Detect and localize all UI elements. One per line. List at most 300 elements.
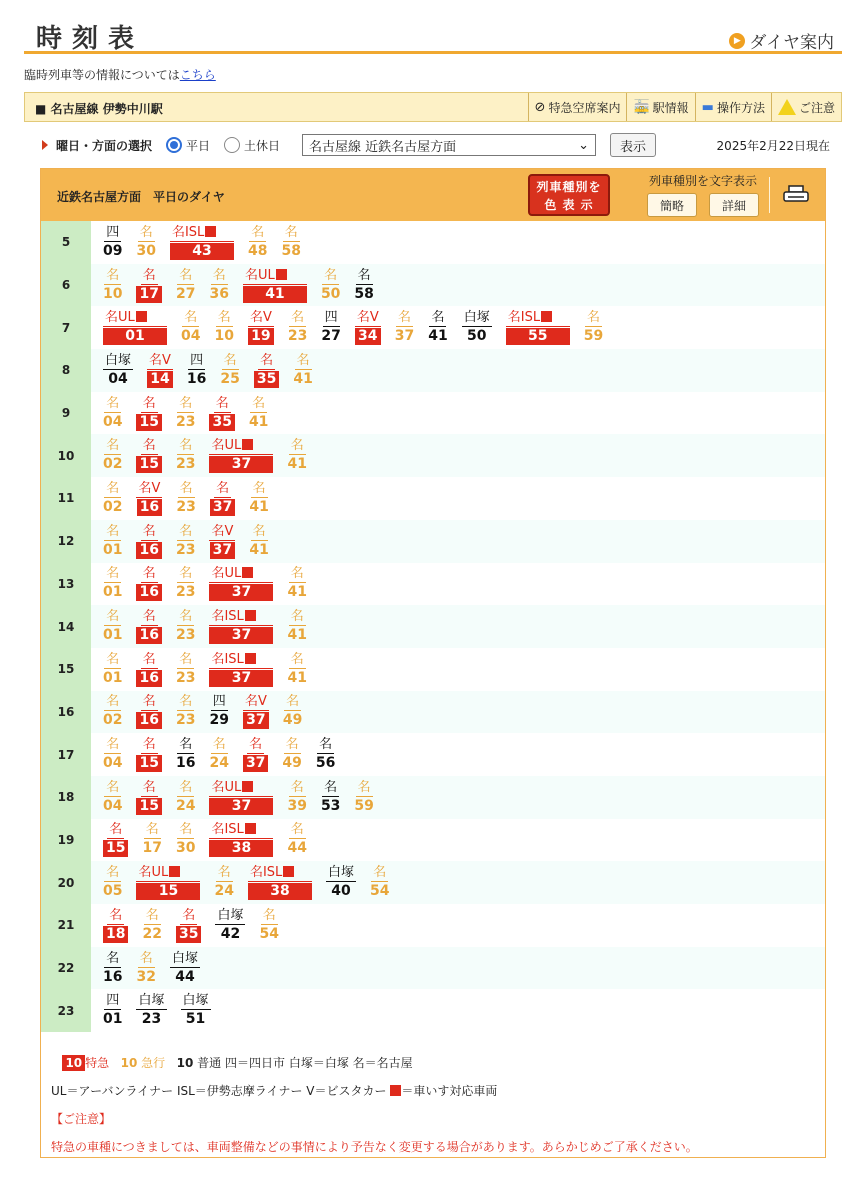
train-destination (289, 609, 306, 626)
train-departure[interactable] (209, 780, 273, 815)
train-destination-text: 名 (179, 523, 193, 539)
train-departure[interactable] (283, 694, 302, 729)
train-destination-text: 名V (138, 480, 161, 496)
train-destination (136, 481, 162, 498)
train-departure[interactable] (293, 353, 312, 388)
train-destination (283, 225, 300, 242)
train-departure[interactable] (136, 951, 155, 986)
train-minute: 23 (176, 498, 196, 515)
wheelchair-square-icon (242, 781, 253, 792)
train-destination-text: 白塚 (217, 907, 244, 923)
train-minute: 23 (141, 1011, 162, 1028)
printer-icon[interactable] (783, 185, 809, 203)
train-departure[interactable] (209, 609, 273, 644)
selector-label: 曜日・方面の選択 (56, 138, 153, 153)
train-departure[interactable] (103, 268, 122, 303)
train-destination (289, 822, 306, 839)
train-destination-text: 名 (182, 907, 196, 923)
train-departure[interactable] (428, 310, 447, 345)
train-departure[interactable] (209, 694, 228, 729)
holiday-radio[interactable] (224, 137, 240, 153)
train-destination (506, 310, 570, 327)
train-destination-text: 名 (296, 352, 310, 368)
train-minute: 16 (136, 712, 161, 729)
train-minute: 19 (248, 328, 273, 345)
train-destination-text: 名 (223, 352, 237, 368)
train-minute: 16 (136, 670, 161, 687)
train-minute: 34 (355, 328, 380, 345)
train-minute: 51 (185, 1011, 206, 1028)
train-minute: 37 (209, 584, 273, 601)
train-departure[interactable] (249, 481, 268, 516)
departures (91, 264, 825, 307)
train-departure[interactable] (176, 694, 195, 729)
train-destination-text: 四 (106, 224, 120, 240)
seat-availability-label: 特急空席案内 (548, 100, 621, 115)
train-destination-text: 名ISL (171, 224, 205, 240)
train-departure[interactable] (243, 268, 307, 303)
train-destination (188, 353, 205, 370)
train-departure[interactable] (209, 652, 273, 687)
train-minute: 02 (103, 712, 123, 729)
train-departure[interactable] (187, 353, 206, 388)
caution-button[interactable] (771, 93, 841, 121)
train-minute: 49 (282, 755, 302, 772)
train-departure[interactable] (181, 310, 200, 345)
train-destination (284, 737, 301, 754)
train-destination (177, 438, 194, 455)
train-departure[interactable] (321, 780, 340, 815)
hour-label: 23 (41, 989, 91, 1032)
train-departure[interactable] (136, 225, 155, 260)
train-departure[interactable] (176, 908, 201, 943)
train-departure[interactable] (103, 438, 122, 473)
train-departure[interactable] (176, 780, 195, 815)
train-destination-text: 名 (290, 822, 304, 838)
train-destination-text: 名 (106, 267, 120, 283)
train-destination-text: 名 (217, 865, 231, 881)
notice-link[interactable]: こちら (179, 68, 216, 82)
how-to-use-label: 操作方法 (716, 100, 765, 115)
hour-label: 17 (41, 733, 91, 776)
train-departure[interactable] (147, 353, 173, 388)
train-destination-text: 名UL (244, 267, 275, 283)
train-departure[interactable] (209, 268, 228, 303)
train-minute: 41 (287, 584, 307, 601)
train-departure[interactable] (249, 524, 268, 559)
train-destination (585, 310, 602, 327)
departures (91, 392, 825, 435)
title-bar (24, 14, 842, 54)
train-departure[interactable] (176, 481, 195, 516)
color-display-button[interactable] (528, 174, 610, 216)
train-minute: 37 (243, 712, 268, 729)
train-destination (104, 993, 121, 1010)
train-departure[interactable] (103, 225, 122, 260)
train-departure[interactable] (209, 524, 235, 559)
train-destination-text: 名 (179, 395, 193, 411)
train-minute: 25 (220, 370, 240, 387)
hour-row (41, 776, 825, 819)
train-departure[interactable] (103, 524, 122, 559)
train-departure[interactable] (215, 908, 245, 943)
train-departure[interactable] (103, 353, 133, 388)
train-destination-text: 名 (431, 310, 445, 326)
as-of-date: 2025年2月22日現在 (716, 138, 830, 153)
train-destination-text: 名 (291, 310, 305, 326)
train-departure[interactable] (103, 652, 122, 687)
train-departure[interactable] (103, 951, 122, 986)
color-display-line2: 色 表 示 (544, 198, 594, 212)
train-destination (222, 353, 239, 370)
train-departure[interactable] (136, 737, 161, 772)
train-departure[interactable] (136, 396, 161, 431)
how-to-use-button[interactable] (695, 93, 771, 121)
train-destination-text: 名UL (211, 566, 242, 582)
train-minute: 23 (175, 413, 196, 430)
train-departure[interactable] (354, 780, 373, 815)
train-minute: 53 (320, 797, 341, 814)
train-minute: 54 (259, 925, 279, 942)
train-destination (295, 353, 312, 370)
hour-label: 16 (41, 691, 91, 734)
train-departure[interactable] (136, 438, 161, 473)
train-minute: 43 (170, 243, 234, 260)
dia-guide-link[interactable] (729, 28, 834, 53)
train-minute: 38 (248, 883, 312, 900)
train-minute: 35 (209, 414, 234, 431)
train-departure[interactable] (321, 268, 340, 303)
hour-label: 11 (41, 477, 91, 520)
train-departure[interactable] (176, 396, 195, 431)
train-departure[interactable] (142, 908, 161, 943)
train-departure[interactable] (103, 310, 167, 345)
train-departure[interactable] (136, 694, 161, 729)
train-departure[interactable] (287, 609, 306, 644)
train-destination-text: 名 (142, 779, 156, 795)
station-info-button[interactable] (626, 93, 694, 121)
train-departure[interactable] (288, 310, 307, 345)
train-departure[interactable] (209, 566, 273, 601)
train-destination (144, 908, 161, 925)
train-departure[interactable] (136, 524, 161, 559)
train-destination-text: 名UL (138, 865, 169, 881)
train-destination-text: 四 (190, 352, 204, 368)
train-destination (147, 353, 173, 370)
departures (91, 563, 825, 606)
train-departure[interactable] (103, 865, 122, 900)
train-destination (214, 481, 231, 498)
hour-row (41, 605, 825, 648)
train-departure[interactable] (220, 353, 239, 388)
departures (91, 989, 825, 1032)
train-departure[interactable] (282, 737, 301, 772)
train-destination-text: 名 (106, 737, 120, 753)
train-destination-text: 名 (179, 438, 193, 454)
train-departure[interactable] (395, 310, 414, 345)
train-destination (215, 908, 245, 925)
train-destination (104, 268, 121, 285)
train-destination-text: 四 (106, 993, 120, 1009)
train-destination (211, 694, 228, 711)
train-destination-text: 名 (106, 694, 120, 710)
train-destination (289, 438, 306, 455)
train-destination-text: 名 (217, 310, 231, 326)
train-departure[interactable] (103, 993, 122, 1028)
train-destination-text: 名 (260, 352, 274, 368)
train-departure[interactable] (176, 566, 195, 601)
train-destination (141, 268, 158, 285)
train-departure[interactable] (136, 865, 200, 900)
train-destination (371, 865, 388, 882)
train-departure[interactable] (181, 993, 211, 1028)
train-departure[interactable] (176, 524, 195, 559)
train-destination-text: 名V (211, 523, 234, 539)
train-departure[interactable] (103, 566, 122, 601)
train-minute: 30 (175, 840, 196, 857)
train-destination (104, 566, 121, 583)
train-destination (177, 652, 194, 669)
train-destination (104, 865, 121, 882)
train-destination (177, 780, 194, 797)
train-destination-text: 名ISL (249, 865, 283, 881)
train-minute: 15 (136, 414, 161, 431)
train-departure[interactable] (136, 652, 161, 687)
train-departure[interactable] (287, 780, 306, 815)
train-destination-text: 名 (142, 737, 156, 753)
train-minute: 15 (136, 798, 161, 815)
train-minute: 04 (103, 413, 123, 430)
train-destination (209, 652, 273, 669)
hour-row (41, 861, 825, 904)
train-destination (104, 694, 121, 711)
train-departure[interactable] (176, 268, 195, 303)
train-departure[interactable] (506, 310, 570, 345)
train-minute: 15 (103, 840, 128, 857)
train-destination (209, 524, 235, 541)
train-minute: 41 (293, 370, 313, 387)
train-departure[interactable] (136, 566, 161, 601)
train-destination (462, 310, 492, 327)
train-departure[interactable] (584, 310, 603, 345)
train-destination (211, 268, 228, 285)
legend-wheelchair: ＝車いす対応車両 (401, 1084, 498, 1098)
train-minute: 50 (320, 285, 341, 302)
train-minute: 01 (103, 584, 123, 601)
hour-label: 14 (41, 605, 91, 648)
train-departure[interactable] (209, 822, 273, 857)
train-destination-text: 名UL (211, 438, 242, 454)
train-minute: 14 (147, 371, 172, 388)
train-destination (141, 396, 158, 413)
train-departure[interactable] (287, 566, 306, 601)
wheelchair-square-icon (245, 653, 256, 664)
wheelchair-square-icon (136, 311, 147, 322)
train-departure[interactable] (136, 481, 162, 516)
train-departure[interactable] (354, 268, 373, 303)
train-destination-text: 名V (244, 694, 267, 710)
train-minute: 04 (103, 797, 123, 814)
direction-select[interactable] (302, 134, 596, 156)
temporary-train-notice (24, 66, 216, 83)
train-departure[interactable] (248, 225, 267, 260)
train-destination (182, 310, 199, 327)
departures (91, 861, 825, 904)
train-minute: 23 (175, 712, 196, 729)
train-departure[interactable] (248, 310, 274, 345)
show-button[interactable]: 表示 (610, 133, 656, 157)
train-minute: 01 (103, 328, 167, 345)
train-departure[interactable] (176, 652, 195, 687)
color-display-line1: 列車種別を (536, 180, 602, 194)
train-destination-text: 名 (106, 651, 120, 667)
train-departure[interactable] (103, 737, 122, 772)
train-minute: 15 (136, 883, 200, 900)
train-destination (289, 780, 306, 797)
train-departure[interactable] (103, 396, 122, 431)
seat-availability-button[interactable] (528, 93, 627, 121)
train-departure[interactable] (316, 737, 335, 772)
train-destination (181, 993, 211, 1010)
train-departure[interactable] (249, 396, 268, 431)
train-departure[interactable] (214, 865, 233, 900)
train-minute: 01 (103, 1011, 123, 1028)
brief-button[interactable]: 簡略 (647, 193, 697, 217)
train-minute: 37 (209, 798, 273, 815)
train-destination-text: 名 (142, 651, 156, 667)
train-departure[interactable] (287, 438, 306, 473)
train-minute: 41 (428, 328, 448, 345)
train-departure[interactable] (462, 310, 492, 345)
train-minute: 27 (175, 285, 196, 302)
train-destination-text: 名 (285, 737, 299, 753)
train-departure[interactable] (254, 353, 279, 388)
train-destination-text: 名 (212, 737, 226, 753)
train-minute: 41 (287, 456, 307, 473)
train-departure[interactable] (176, 609, 195, 644)
train-departure[interactable] (259, 908, 278, 943)
train-departure[interactable] (103, 822, 128, 857)
train-minute: 41 (248, 413, 269, 430)
train-destination (104, 652, 121, 669)
train-destination (326, 865, 356, 882)
train-destination-text: 名 (252, 395, 266, 411)
train-destination (141, 780, 158, 797)
train-departure[interactable] (170, 225, 234, 260)
train-minute: 23 (287, 328, 308, 345)
train-destination-text: 名 (179, 694, 193, 710)
train-minute: 02 (103, 456, 123, 473)
train-destination-text: 名 (251, 224, 265, 240)
legend-exp-label: 急行 (141, 1056, 166, 1070)
train-destination-text: 名 (290, 566, 304, 582)
train-destination (356, 780, 373, 797)
train-departure[interactable] (210, 481, 235, 516)
hour-row (41, 264, 825, 307)
train-departure[interactable] (103, 609, 122, 644)
train-minute: 04 (103, 755, 123, 772)
train-departure[interactable] (243, 737, 268, 772)
train-departure[interactable] (176, 438, 195, 473)
train-departure[interactable] (136, 780, 161, 815)
train-destination (289, 310, 306, 327)
train-departure[interactable] (103, 481, 122, 516)
train-minute: 04 (108, 370, 128, 387)
train-departure[interactable] (248, 865, 312, 900)
train-minute: 15 (136, 755, 161, 772)
train-departure[interactable] (176, 822, 195, 857)
train-minute: 32 (136, 968, 156, 985)
train-destination-text: 名 (252, 523, 266, 539)
departures (91, 605, 825, 648)
train-destination-text: 名 (184, 310, 198, 326)
train-destination-text: 名 (397, 310, 411, 326)
train-minute: 37 (210, 542, 235, 559)
train-departure[interactable] (103, 908, 128, 943)
train-departure[interactable] (370, 865, 389, 900)
detail-button[interactable]: 詳細 (709, 193, 759, 217)
train-departure[interactable] (214, 310, 233, 345)
train-departure[interactable] (243, 694, 269, 729)
train-destination-text: 名 (290, 438, 304, 454)
train-departure[interactable] (136, 993, 166, 1028)
train-destination-text: 名 (284, 224, 298, 240)
notice-text: 臨時列車等の情報については (24, 68, 180, 82)
train-destination-text: 白塚 (463, 310, 490, 326)
train-departure[interactable] (321, 310, 340, 345)
train-minute: 10 (214, 328, 234, 345)
train-minute: 18 (103, 926, 128, 943)
hour-row (41, 691, 825, 734)
legend-exp-sample: 10 (120, 1056, 138, 1070)
train-departure[interactable] (142, 822, 161, 857)
train-departure[interactable] (326, 865, 356, 900)
train-departure[interactable] (355, 310, 381, 345)
train-departure[interactable] (281, 225, 300, 260)
train-minute: 58 (354, 285, 374, 302)
train-departure[interactable] (287, 652, 306, 687)
train-departure[interactable] (103, 780, 122, 815)
train-destination (243, 694, 269, 711)
train-departure[interactable] (136, 268, 161, 303)
train-destination-text: 名 (142, 609, 156, 625)
train-destination (104, 438, 121, 455)
train-departure[interactable] (209, 396, 234, 431)
train-destination (323, 310, 340, 327)
train-destination (396, 310, 413, 327)
train-departure[interactable] (209, 737, 228, 772)
train-departure[interactable] (287, 822, 306, 857)
hour-label: 19 (41, 819, 91, 862)
train-departure[interactable] (136, 609, 161, 644)
train-minute: 16 (136, 584, 161, 601)
weekday-radio[interactable] (166, 137, 182, 153)
train-departure[interactable] (170, 951, 200, 986)
train-minute: 04 (181, 328, 201, 345)
train-destination-text: 名 (179, 480, 193, 496)
train-destination-text: 名 (109, 822, 123, 838)
train-destination-text: 名 (357, 267, 371, 283)
train-destination-text: 名 (106, 609, 120, 625)
train-departure[interactable] (176, 737, 195, 772)
train-departure[interactable] (209, 438, 273, 473)
train-destination (138, 951, 155, 968)
hour-row (41, 648, 825, 691)
train-destination (141, 524, 158, 541)
train-departure[interactable] (103, 694, 122, 729)
legend-loc-sample: 10 (176, 1056, 194, 1070)
train-minute: 35 (176, 926, 201, 943)
